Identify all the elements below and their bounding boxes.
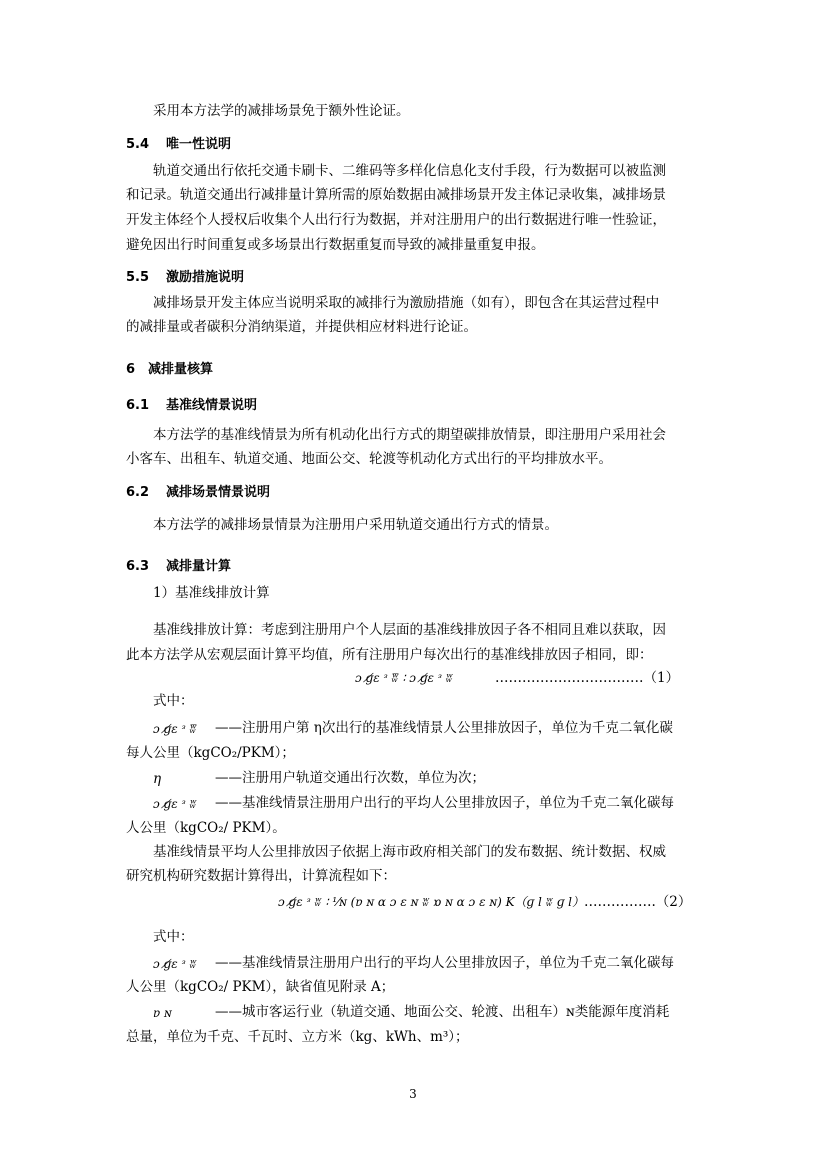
section-number: 6 [126, 362, 136, 377]
section-title: 减排量计算 [166, 559, 232, 574]
definition-symbol: ɔ ɡ̸ɛ ᵌ ʬ [153, 797, 197, 811]
definition-text: ——基准线情景注册用户出行的平均人公里排放因子，单位为千克二氧化碳每 [215, 955, 674, 971]
paragraph-line: 采用本方法学的减排场景免于额外性论证。 [153, 103, 410, 119]
equation-2-tag: …………….（2） [584, 894, 692, 910]
paragraph-line: 轨道交通出行依托交通卡刷卡、二维码等多样化信息化支付手段，行为数据可以被监测 [153, 163, 666, 179]
definition-continuation: 人公里（kgCO₂/ PKM），缺省值见附录 A； [126, 979, 395, 995]
section-title: 激励措施说明 [166, 270, 245, 285]
section-number: 6.2 [126, 485, 150, 500]
paragraph-line: 开发主体经个人授权后收集个人出行行为数据，并对注册用户的出行数据进行唯一性验证， [126, 212, 666, 228]
paragraph-line: 本方法学的基准线情景为所有机动化出行方式的期望碳排放情景，即注册用户采用社会 [153, 427, 666, 443]
definition-text: ——城市客运行业（轨道交通、地面公交、轮渡、出租车）ɴ类能源年度消耗 [215, 1004, 670, 1020]
definition-text: ——注册用户第 η次出行的基准线情景人公里排放因子，单位为千克二氧化碳 [215, 720, 673, 736]
paragraph-line: 研究机构研究数据计算得出，计算流程如下： [126, 868, 396, 884]
section-title: 基准线情景说明 [166, 398, 258, 413]
section-heading-6 [126, 361, 213, 379]
section-number: 5.5 [126, 270, 150, 285]
equation-1-tag: ……………………………（1） [495, 670, 680, 686]
section-title: 减排量核算 [148, 362, 214, 377]
equation-1: ɔ ɡ̸ɛ ᵌ ʬ̅ ∶ ɔ ɡ̸ɛ ᵌ ʬ [355, 671, 453, 685]
section-heading-5-4 [126, 136, 231, 154]
definition-symbol: ɔ ɡ̸ɛ ᵌ ʬ̅ [153, 722, 197, 736]
definition-text: ——注册用户轨道交通出行次数，单位为次； [215, 770, 485, 786]
paragraph-line: 减排场景开发主体应当说明采取的减排行为激励措施（如有），即包含在其运营过程中 [153, 295, 660, 311]
section-heading-6-1 [126, 397, 257, 415]
paragraph-line: 避免因出行时间重复或多场景出行数据重复而导致的减排量重复申报。 [126, 237, 545, 253]
definition-symbol: ɐ ɴ [153, 1006, 172, 1020]
where-label: 式中： [153, 929, 194, 945]
subsection-label: 1）基准线排放计算 [153, 585, 270, 601]
section-number: 5.4 [126, 137, 150, 152]
definition-symbol: η [153, 771, 162, 787]
paragraph-line: 基准线排放计算：考虑到注册用户个人层面的基准线排放因子各不相同且难以获取，因 [153, 622, 666, 638]
section-title: 唯一性说明 [166, 137, 232, 152]
section-number: 6.3 [126, 559, 150, 574]
paragraph-line: 的减排量或者碳积分消纳渠道，并提供相应材料进行论证。 [126, 319, 477, 335]
where-label: 式中： [153, 693, 194, 709]
paragraph-line: 此本方法学从宏观层面计算平均值，所有注册用户每次出行的基准线排放因子相同，即： [126, 647, 653, 663]
section-heading-5-5 [126, 269, 244, 287]
definition-continuation: 总量，单位为千克、千瓦时、立方米（kg、kWh、m³）； [126, 1029, 469, 1045]
definition-continuation: 人公里（kgCO₂/ PKM）。 [126, 820, 286, 836]
paragraph-line: 小客车、出租车、轨道交通、地面公交、轮渡等机动化方式出行的平均排放水平。 [126, 451, 612, 467]
paragraph-line: 和记录。轨道交通出行减排量计算所需的原始数据由减排场景开发主体记录收集，减排场景 [126, 187, 666, 203]
definition-text: ——基准线情景注册用户出行的平均人公里排放因子，单位为千克二氧化碳每 [215, 795, 674, 811]
section-heading-6-3 [126, 558, 231, 576]
definition-symbol: ɔ ɡ̸ɛ ᵌ ʬ [153, 957, 197, 971]
paragraph-line: 本方法学的减排场景情景为注册用户采用轨道交通出行方式的情景。 [153, 517, 558, 533]
section-number: 6.1 [126, 398, 150, 413]
equation-2: ɔ ɡ̸ɛ ᵌ ʬ ∶ ⅟ɴ (ɐ ɴ ɑ ɔ ɛ ɴ ʬ ɒ ɴ ɑ ɔ ɛ ɴ) K（ɡ l ʬ ɡ l） [278, 895, 585, 909]
section-title: 减排场景情景说明 [166, 485, 271, 500]
paragraph-line: 基准线情景平均人公里排放因子依据上海市政府相关部门的发布数据、统计数据、权威 [153, 844, 666, 860]
section-heading-6-2 [126, 484, 270, 502]
definition-continuation: 每人公里（kgCO₂/PKM）； [126, 745, 295, 761]
page-number: 3 [409, 1087, 417, 1101]
